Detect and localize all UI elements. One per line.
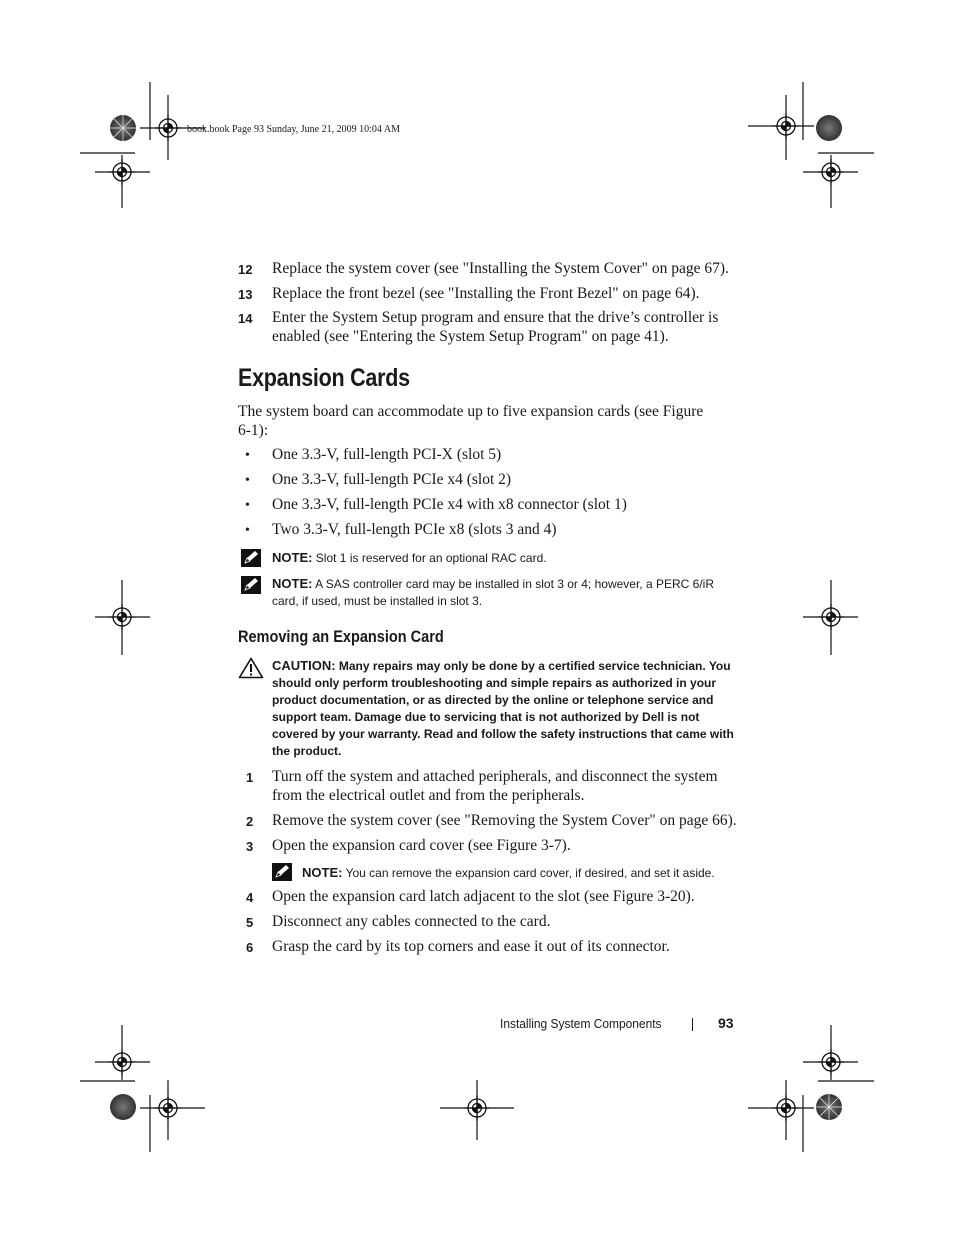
bullet-marker: • — [245, 498, 250, 513]
step-number: 13 — [238, 287, 253, 302]
note-text: You can remove the expansion card cover, if desired, and set it aside. — [345, 866, 715, 880]
bullet-marker: • — [245, 448, 250, 463]
note-text: Slot 1 is reserved for an optional RAC card. — [315, 551, 547, 565]
bullet-item: One 3.3-V, full-length PCI-X (slot 5) — [272, 446, 502, 463]
footer-divider — [692, 1018, 693, 1031]
note-pencil-icon — [241, 576, 261, 594]
step-number: 1 — [246, 770, 254, 785]
bullet-item: One 3.3-V, full-length PCIe x4 (slot 2) — [272, 471, 512, 488]
step-text: Replace the front bezel (see "Installing the Front Bezel" on page 64). — [272, 285, 700, 302]
step-text: Turn off the system and attached peripherals, and disconnect the system from the electrical outlet and from the peripherals. — [272, 768, 718, 804]
note-pencil-icon — [241, 549, 261, 567]
note — [302, 864, 742, 882]
section-intro: The system board can accommodate up to five expansion cards (see Figure 6-1): — [238, 403, 704, 439]
bullet-item: One 3.3-V, full-length PCIe x4 with x8 connector (slot 1) — [272, 496, 627, 513]
note — [272, 549, 742, 567]
step-text: Open the expansion card latch adjacent to the slot (see Figure 3-20). — [272, 888, 695, 905]
footer-chapter: Installing System Components — [500, 1016, 662, 1031]
step-text: Open the expansion card cover (see Figure 3-7). — [272, 837, 571, 854]
step-text: Remove the system cover (see "Removing the System Cover" on page 66). — [272, 812, 737, 829]
caution-block — [272, 657, 742, 760]
step-number: 12 — [238, 262, 253, 277]
caution-text: Many repairs may only be done by a certified service technician. You should only perform troubleshooting and simple repairs as authorized in your product documentation, or as directed by the online or telephone service and support team. Damage due to servicing that is not authorized by Dell is not covered by your warranty. Read and follow the safety instructions that came with the product. — [272, 659, 734, 758]
note-label: NOTE: — [272, 550, 313, 565]
print-header: book.book Page 93 Sunday, June 21, 2009 10:04 AM — [187, 124, 400, 135]
note-pencil-icon — [272, 863, 292, 881]
step-number: 4 — [246, 890, 254, 905]
step-number: 6 — [246, 940, 254, 955]
bullet-item: Two 3.3-V, full-length PCIe x8 (slots 3 and 4) — [272, 521, 557, 538]
step-text: Disconnect any cables connected to the card. — [272, 913, 551, 930]
section-title: Expansion Cards — [238, 364, 410, 392]
step-number: 2 — [246, 814, 254, 829]
step-number: 5 — [246, 915, 254, 930]
bullet-marker: • — [245, 473, 250, 488]
step-text: Replace the system cover (see "Installing the System Cover" on page 67). — [272, 260, 729, 277]
step-number: 3 — [246, 839, 254, 854]
note-text: A SAS controller card may be installed in slot 3 or 4; however, a PERC 6/iR card, if used, must be installed in slot 3. — [272, 577, 714, 608]
bullet-marker: • — [245, 523, 250, 538]
caution-triangle-icon — [238, 657, 264, 679]
note-label: NOTE: — [272, 576, 313, 591]
caution-label: CAUTION: — [272, 658, 336, 673]
subsection-title: Removing an Expansion Card — [238, 628, 444, 646]
note — [272, 575, 742, 610]
step-number: 14 — [238, 311, 253, 326]
page-number: 93 — [718, 1015, 734, 1031]
step-text: Grasp the card by its top corners and ease it out of its connector. — [272, 938, 670, 955]
note-label: NOTE: — [302, 865, 343, 880]
step-text: Enter the System Setup program and ensure that the drive’s controller is enabled (see "Entering the System Setup Program" on page 41). — [272, 309, 719, 345]
